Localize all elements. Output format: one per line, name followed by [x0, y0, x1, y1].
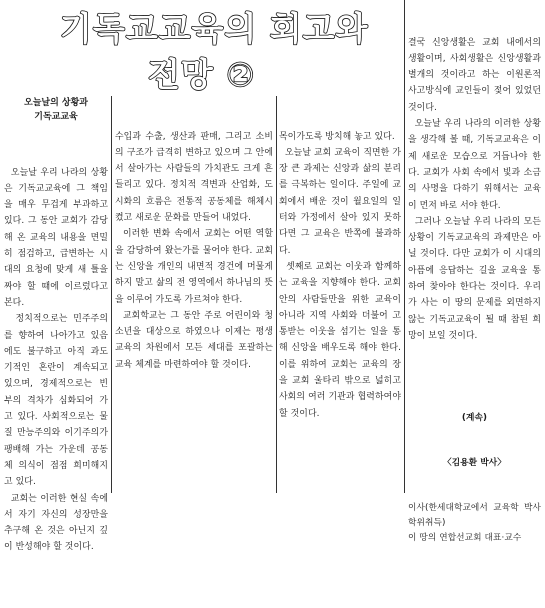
column-rule-1: [111, 96, 112, 493]
author-name: 〈김용환 박사〉: [442, 457, 507, 468]
section-heading-box: [6, 96, 106, 126]
continued-mark: (계속): [461, 412, 488, 423]
column-1: [4, 132, 109, 553]
column-rule-2: [276, 96, 277, 493]
column-3: [279, 96, 401, 493]
column-4-text: 결국 신앙생활은 교회 내에서의 생활이며, 사회생활은 신앙생활과 별개의 것이라고 하는 이원론적 사고방식에 교인들이 젖어 있었던 것이다. 오늘날 우리 나라의 이러한 상황을 생각해 볼 때, 기독교교육은 이제 새로운 모습으로 거듭나야 한다. 교회가 사회 속에서 빛과 소금의 사명을 다하기 위해서는 교육이 먼저 바로 서야 한다. 그러나 오늘날 우리 나라의 모든 상황이 기독교교육의 과제만은 아닐 것이다. 다만 교회가 이 시대의 아픔에 응답하는 길을 교육을 통하여 찾아야 한다는 것이다. 우리가 사는 이 땅의 문제를 외면하지 않는 기독교교육이 될 때 참된 희망이 보일 것이다.: [408, 37, 541, 341]
author-affiliation: 이사(한세대학교에서 교육학 박사 학위취득) 이 땅의 연합선교회 대표·교수: [408, 502, 541, 543]
headline-line-2: 전망 ②: [148, 55, 256, 94]
column-4: [408, 2, 541, 543]
column-2: [115, 96, 273, 493]
section-subtitle: 기독교교육: [34, 112, 78, 122]
headline-line-1: 기독교교육의 회고와: [60, 9, 369, 48]
author-block: [408, 381, 541, 576]
column-3-text: 목이가도록 방치해 놓고 있다. 오늘날 교회 교육이 직면한 가장 큰 과제는 신앙과 삶의 분리를 극복하는 일이다. 주일에 교회에서 배운 것이 월요일의 일터와 가정에서 살아 있지 못하다면 그 교육은 반쪽에 불과하다. 셋째로 교회는 이웃과 함께하는 교육을 지향해야 한다. 교회 안의 사람들만을 위한 교육이 아니라 지역 사회와 더불어 고통받는 이웃을 섬기는 일을 통해 신앙을 배우도록 해야 한다. 이를 위하여 교회는 교육의 장을 교회 울타리 밖으로 넓히고 사회의 여러 기관과 협력하여야 할 것이다.: [279, 131, 402, 419]
section-title: 오늘날의 상황과: [24, 98, 88, 108]
column-rule-3: [404, 0, 405, 493]
column-1-text: 오늘날 우리 나라의 상황은 기독교교육에 그 책임을 매우 무겁게 부과하고 있다. 그 동안 교회가 감당해 온 교육의 내용을 면밀히 점검하고, 급변하는 시대의 요청에 맞게 새 틀을 짜야 할 때에 이르렀다고 본다. 정치적으로는 민주주의를 향하여 나아가고 있음에도 불구하고 아직 과도기적인 혼란이 계속되고 있으며, 경제적으로는 빈부의 격차가 심화되어 가고 있다. 사회적으로는 물질 만능주의와 이기주의가 팽배해 가는 가운데 공동체 의식이 점점 희미해지고 있다. 교회는 이러한 현실 속에서 자기 자신의 성장만을 추구해 온 것은 아닌지 깊이 반성해야 할 것이다.: [4, 167, 109, 553]
headline: [0, 2, 400, 94]
column-2-text: 수입과 수출, 생산과 판매, 그리고 소비의 구조가 급격히 변하고 있으며 그 안에서 살아가는 사람들의 가치관도 크게 흔들리고 있다. 정치적 격변과 산업화, 도시화의 흐름은 전통적 공동체를 해체시켰고 새로운 문화를 만들어 내었다. 이러한 변화 속에서 교회는 어떤 역할을 감당하여 왔는가를 물어야 한다. 교회는 신앙을 개인의 내면적 경건에 머물게 하지 말고 삶의 전 영역에서 하나님의 뜻을 이루어 가도록 가르쳐야 한다. 교회학교는 그 동안 주로 어린이와 청소년을 대상으로 하였으나 이제는 평생교육의 차원에서 모든 세대를 포괄하는 교육 체계를 마련하여야 할 것이다.: [115, 131, 274, 370]
headline-svg: [0, 2, 400, 94]
